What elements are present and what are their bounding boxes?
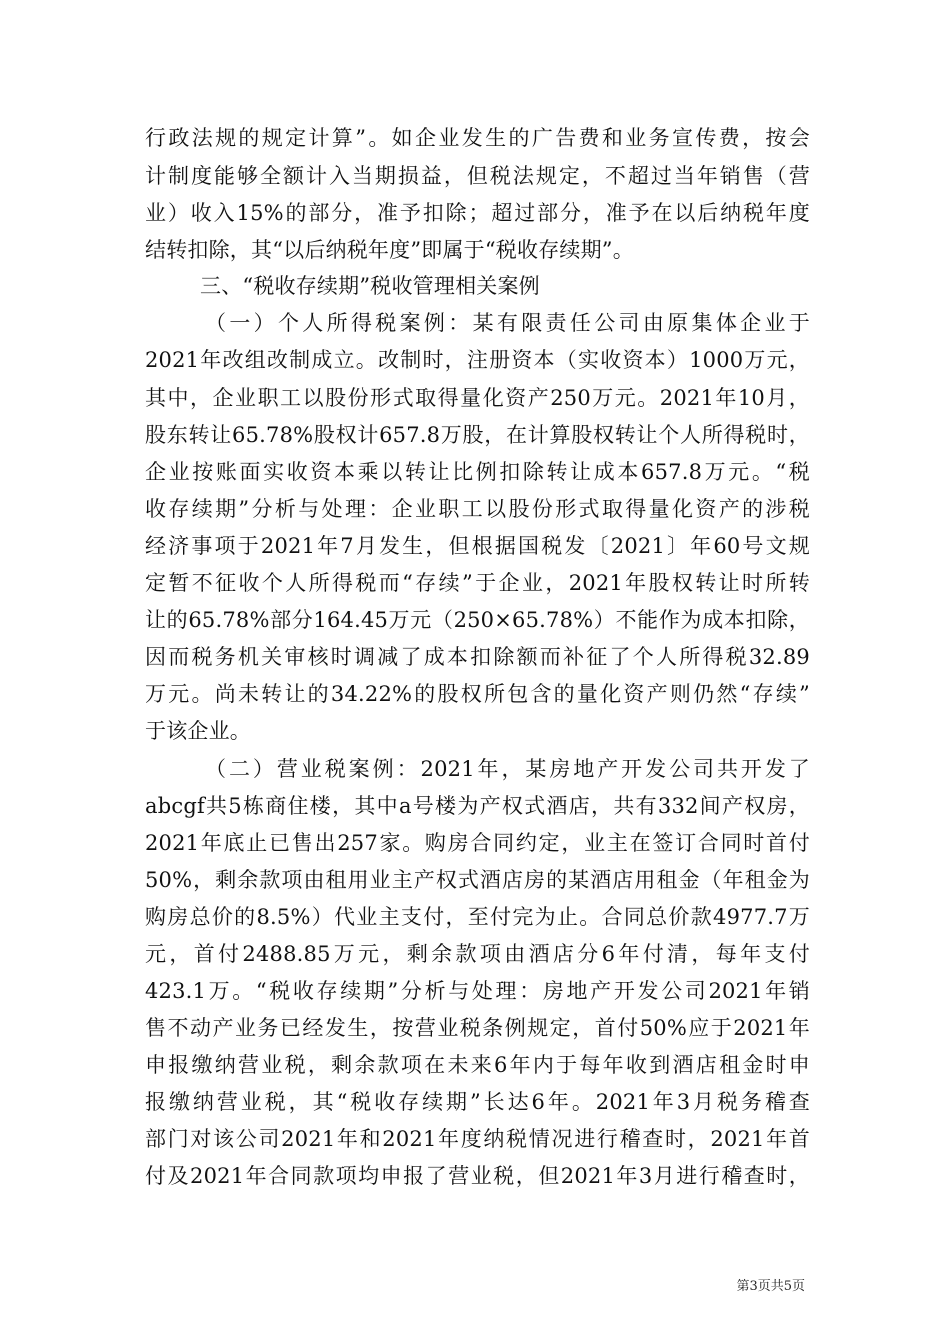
text-line: 申报缴纳营业税，剩余款项在未来6年内于每年收到酒店租金时申 bbox=[145, 1053, 810, 1077]
text-line: 让的65.78%部分164.45万元（250×65.78%）不能作为成本扣除， bbox=[145, 608, 810, 632]
text-line: 售不动产业务已经发生，按营业税条例规定，首付50%应于2021年 bbox=[145, 1016, 810, 1040]
text-line: 企业按账面实收资本乘以转让比例扣除转让成本657.8万元。“税 bbox=[145, 460, 810, 484]
text-line: 2021年改组改制成立。改制时，注册资本（实收资本）1000万元， bbox=[145, 348, 810, 372]
text-line: 其中，企业职工以股份形式取得量化资产250万元。2021年10月， bbox=[145, 386, 810, 410]
text-line: 定暂不征收个人所得税而“存续”于企业，2021年股权转让时所转 bbox=[145, 571, 810, 595]
text-line: 因而税务机关审核时调减了成本扣除额而补征了个人所得税32.89 bbox=[145, 645, 810, 669]
text-line: 2021年底止已售出257家。购房合同约定，业主在签订合同时首付 bbox=[145, 831, 810, 855]
text-line: （二）营业税案例：2021年，某房地产开发公司共开发了 bbox=[205, 757, 810, 781]
text-line: 报缴纳营业税，其“税收存续期”长达6年。2021年3月税务稽查 bbox=[145, 1090, 810, 1114]
text-line: 于该企业。 bbox=[145, 719, 251, 743]
text-line: 购房总价的8.5%）代业主支付，至付完为止。合同总价款4977.7万 bbox=[145, 905, 810, 929]
text-line: 423.1万。“税收存续期”分析与处理：房地产开发公司2021年销 bbox=[145, 979, 810, 1003]
text-line: 结转扣除，其“以后纳税年度”即属于“税收存续期”。 bbox=[145, 238, 634, 262]
page-number: 第3页共5页 bbox=[736, 1279, 805, 1294]
text-line: 计制度能够全额计入当期损益，但税法规定，不超过当年销售（营 bbox=[145, 164, 810, 188]
text-line: abcgf共5栋商住楼，其中a号楼为产权式酒店，共有332间产权房， bbox=[145, 794, 810, 818]
text-line: 50%，剩余款项由租用业主产权式酒店房的某酒店用租金（年租金为 bbox=[145, 868, 810, 892]
text-line: 业）收入15%的部分，准予扣除；超过部分，准予在以后纳税年度 bbox=[145, 201, 810, 225]
text-line: 股东转让65.78%股权计657.8万股，在计算股权转让个人所得税时， bbox=[145, 423, 810, 447]
text-line: 万元。尚未转让的34.22%的股权所包含的量化资产则仍然“存续” bbox=[145, 682, 810, 706]
text-line: 收存续期”分析与处理：企业职工以股份形式取得量化资产的涉税 bbox=[145, 497, 810, 521]
text-line: 部门对该公司2021年和2021年度纳税情况进行稽查时，2021年首 bbox=[145, 1127, 810, 1151]
text-line: 经济事项于2021年7月发生，但根据国税发〔2021〕年60号文规 bbox=[145, 534, 810, 558]
text-line: （一）个人所得税案例：某有限责任公司由原集体企业于 bbox=[205, 311, 810, 335]
text-line: 付及2021年合同款项均申报了营业税，但2021年3月进行稽查时， bbox=[145, 1164, 810, 1188]
section-heading: 三、“税收存续期”税收管理相关案例 bbox=[200, 274, 540, 298]
text-line: 行政法规的规定计算”。如企业发生的广告费和业务宣传费，按会 bbox=[145, 126, 810, 150]
text-line: 元，首付2488.85万元，剩余款项由酒店分6年付清，每年支付 bbox=[145, 942, 810, 966]
